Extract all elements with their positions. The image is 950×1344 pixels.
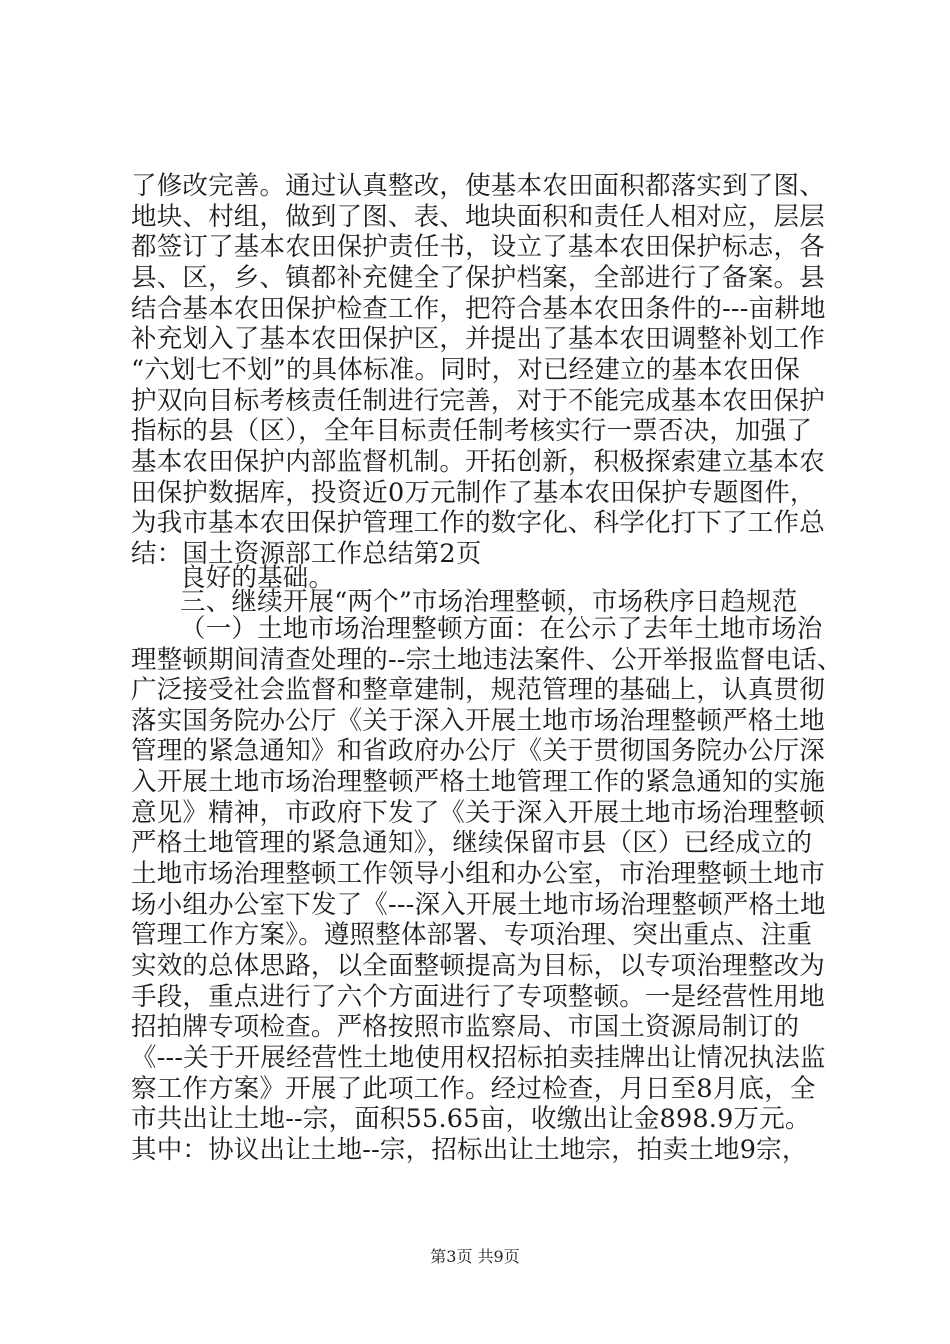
text-line: 结：国土资源部工作总结第2页 bbox=[131, 539, 482, 569]
text-line: 护双向目标考核责任制进行完善，对于不能完成基本农田保护 bbox=[131, 386, 825, 416]
text-line: 土地市场治理整顿工作领导小组和办公室，市治理整顿土地市 bbox=[131, 859, 825, 889]
text-line: 都签订了基本农田保护责任书，设立了基本农田保护标志，各 bbox=[131, 232, 825, 262]
text-line: 地块、村组，做到了图、表、地块面积和责任人相对应，层层 bbox=[131, 202, 825, 232]
text-line: 基本农田保护内部监督机制。开拓创新，积极探索建立基本农 bbox=[131, 447, 825, 477]
text-line: 意见》精神，市政府下发了《关于深入开展土地市场治理整顿 bbox=[131, 798, 825, 828]
text-line: 良好的基础。 bbox=[180, 563, 335, 593]
text-line: 结合基本农田保护检查工作，把符合基本农田条件的---亩耕地 bbox=[131, 294, 826, 324]
text-line: 《---关于开展经营性土地使用权招标拍卖挂牌出让情况执法监 bbox=[131, 1043, 826, 1073]
text-line: 理整顿期间清查处理的--宗土地违法案件、公开举报监督电话、 bbox=[131, 645, 843, 675]
text-line: 市共出让土地--宗，面积55.65亩，收缴出让金898.9万元。 bbox=[131, 1104, 811, 1134]
text-line: 县、区，乡、镇都补充健全了保护档案，全部进行了备案。县 bbox=[131, 263, 825, 293]
text-line: 严格土地管理的紧急通知》，继续保留市县（区）已经成立的 bbox=[131, 828, 813, 858]
text-line: 实效的总体思路，以全面整顿提高为目标，以专项治理整改为 bbox=[131, 951, 825, 981]
text-line: 管理工作方案》。遵照整体部署、专项治理、突出重点、注重 bbox=[131, 920, 813, 950]
text-line: 管理的紧急通知》和省政府办公厅《关于贯彻国务院办公厅深 bbox=[131, 736, 825, 766]
text-line: 为我市基本农田保护管理工作的数字化、科学化打下了工作总 bbox=[131, 508, 825, 538]
page-footer: 第3页 共9页 bbox=[430, 1247, 520, 1266]
text-line: 其中：协议出让土地--宗，招标出让土地宗，拍卖土地9宗， bbox=[131, 1135, 808, 1165]
text-line: 招拍牌专项检查。严格按照市监察局、市国土资源局制订的 bbox=[131, 1012, 800, 1042]
text-line: “六划七不划”的具体标准。同时，对已经建立的基本农田保 bbox=[131, 355, 800, 385]
text-line: 田保护数据库，投资近0万元制作了基本农田保护专题图件， bbox=[131, 478, 816, 508]
text-line: 指标的县（区），全年目标责任制考核实行一票否决，加强了 bbox=[131, 416, 813, 446]
text-line: 补充划入了基本农田保护区，并提出了基本农田调整补划工作 bbox=[131, 324, 825, 354]
text-line: 入开展土地市场治理整顿严格土地管理工作的紧急通知的实施 bbox=[131, 767, 825, 797]
text-line: 了修改完善。通过认真整改，使基本农田面积都落实到了图、 bbox=[131, 171, 825, 201]
text-line: 察工作方案》开展了此项工作。经过检查，月日至8月底，全 bbox=[131, 1074, 816, 1104]
text-line: 场小组办公室下发了《---深入开展土地市场治理整顿严格土地 bbox=[131, 890, 826, 920]
text-line: 手段，重点进行了六个方面进行了专项整顿。一是经营性用地 bbox=[131, 982, 825, 1012]
text-line: （一）土地市场治理整顿方面：在公示了去年土地市场治 bbox=[180, 614, 823, 644]
text-line: 落实国务院办公厅《关于深入开展土地市场治理整顿严格土地 bbox=[131, 706, 825, 736]
text-line: 广泛接受社会监督和整章建制，规范管理的基础上，认真贯彻 bbox=[131, 675, 825, 705]
section-heading: 三、继续开展“两个”市场治理整顿，市场秩序日趋规范 bbox=[180, 587, 798, 617]
